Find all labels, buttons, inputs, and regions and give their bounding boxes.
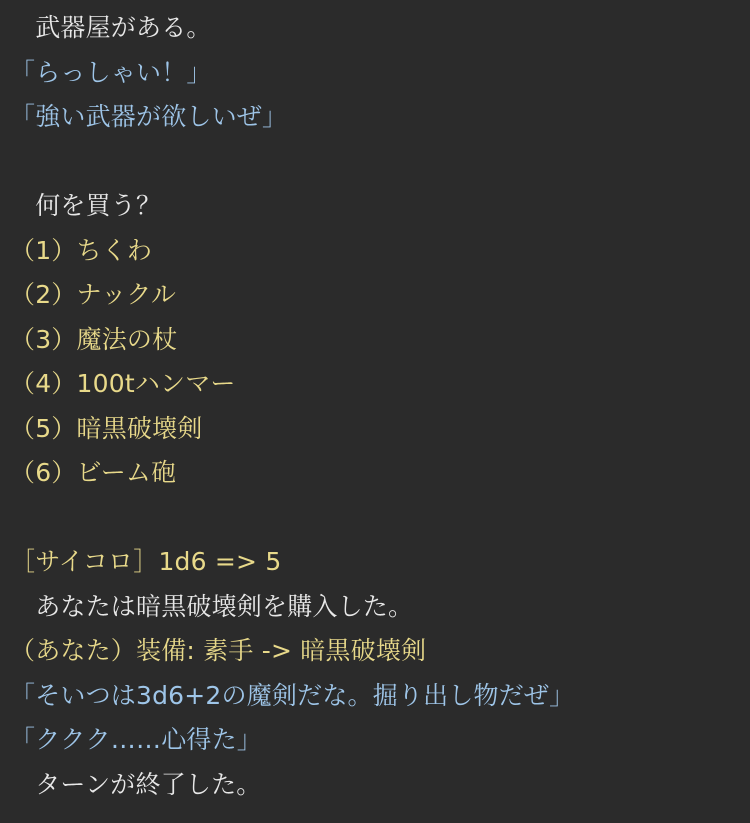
- log-line: （5）暗黒破壊剣: [10, 413, 203, 443]
- log-line: 「そいつは3d6+2の魔剣だな。掘り出し物だぜ」: [10, 680, 575, 710]
- log-line: （3）魔法の杖: [10, 324, 178, 354]
- log-line: あなたは暗黒破壊剣を購入した。: [10, 591, 414, 621]
- log-line: 「らっしゃい！」: [10, 57, 212, 87]
- log-line: ［サイコロ］1d6 => 5: [10, 547, 282, 576]
- log-line: （4）100tハンマー: [10, 369, 236, 398]
- log-line: （6）ビーム砲: [10, 458, 177, 487]
- log-line: （1）ちくわ: [10, 235, 153, 265]
- log-line: 「ククク……心得た」: [10, 725, 263, 754]
- log-line: 何を買う？: [10, 191, 162, 220]
- log-line: （2）ナックル: [10, 280, 177, 309]
- log-line-blank: [0, 140, 750, 185]
- log-line: （あなた）装備: 素手 -> 暗黒破壊剣: [10, 636, 427, 665]
- log-line-blank: [0, 496, 750, 541]
- log-line: 「強い武器が欲しいぜ」: [10, 102, 288, 131]
- log-line: ターンが終了した。: [10, 769, 262, 799]
- log-line: 武器屋がある。: [10, 13, 212, 42]
